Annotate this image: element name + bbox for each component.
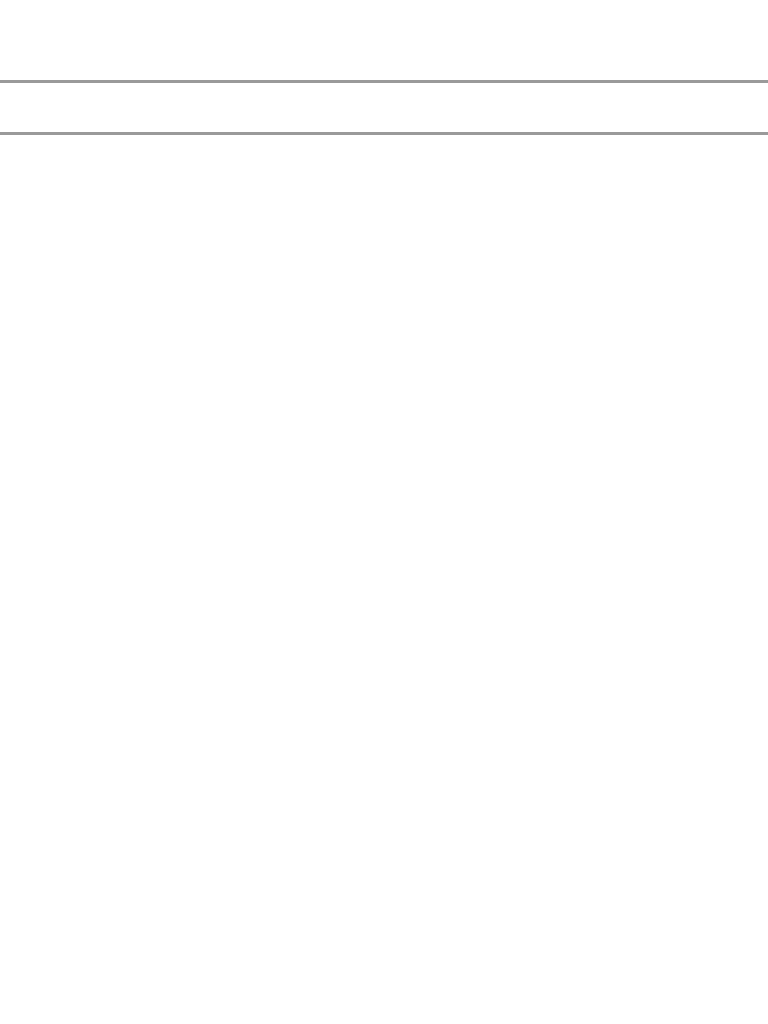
top-rule bbox=[0, 80, 768, 83]
title-underline-rule bbox=[0, 132, 768, 135]
